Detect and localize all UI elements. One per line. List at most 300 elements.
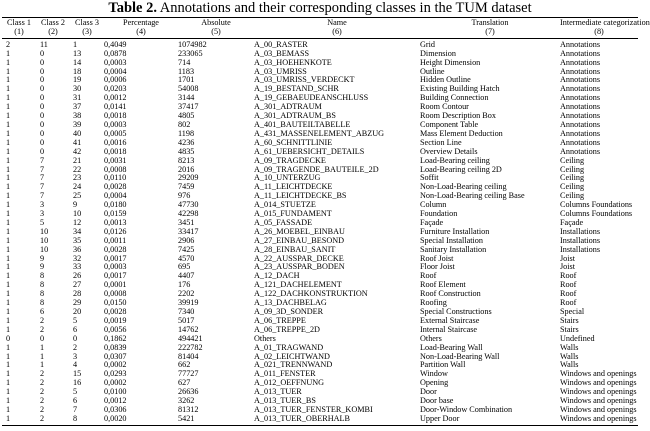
table-cell: Walls <box>560 360 579 370</box>
table-cell: A_19_BESTAND_SCHR <box>254 84 339 94</box>
table-cell: 1 <box>6 146 11 156</box>
table-cell: Load-Bearing ceiling 2D <box>420 164 502 174</box>
table-cell: 2 <box>36 415 70 425</box>
table-cell: Windows and openings <box>560 415 638 425</box>
table-cell: 494421 <box>178 333 203 343</box>
table-cell: 0,0203 <box>104 84 127 94</box>
table-cell: 1 <box>6 137 11 147</box>
table-cell: 0 <box>40 111 45 121</box>
table-cell: Non-Load-Bearing Wall <box>420 351 500 361</box>
header-numbers-row <box>2 28 638 38</box>
table-cell: Joist <box>560 253 576 263</box>
table-cell: 9 <box>40 253 45 263</box>
table-cell: A_301_ADTRAUM_BS <box>254 111 336 121</box>
table-cell: Roof <box>560 298 577 308</box>
table-cell: 10 <box>40 244 49 254</box>
table-cell: 0,0003 <box>104 57 127 67</box>
table-cell: 11 <box>40 39 48 49</box>
table-cell: 41 <box>73 137 82 147</box>
table-cell: 7 <box>40 173 45 183</box>
table-cell: 0,0020 <box>104 415 178 425</box>
column-header: Class 3 <box>70 18 104 28</box>
table-cell: 176 <box>178 280 191 290</box>
table-cell: 1 <box>6 369 11 379</box>
table-cell: A_60_SCHNITTLINIE <box>254 137 333 147</box>
table-row <box>2 308 638 317</box>
table-cell: 6 <box>40 307 45 316</box>
table-cell: A_401_BAUTEILTABELLE <box>254 119 351 129</box>
table-cell: 0 <box>40 137 45 147</box>
table-cell: 2016 <box>178 164 195 174</box>
table-cell: Roof Joist <box>420 253 454 263</box>
table-cell: Height Dimension <box>420 57 481 67</box>
table-cell: A_22_AUSSPAR_DECKE <box>254 253 344 263</box>
table-cell: 0 <box>40 57 45 67</box>
table-cell: 0,0003 <box>104 119 127 129</box>
table-cell: 0,0013 <box>104 217 127 227</box>
table-cell: 1 <box>40 342 45 352</box>
table-cell: 1 <box>6 217 11 227</box>
table-cell: 0 <box>40 93 45 103</box>
table-cell: 0 <box>40 66 45 76</box>
table-cell: 0 <box>40 128 45 138</box>
table-cell: A_121_DACHELEMENT <box>254 280 342 290</box>
table-cell: 37 <box>73 102 82 112</box>
table-cell: 4407 <box>178 271 195 281</box>
caption-text: Annotations and their corresponding classes in the TUM dataset <box>156 0 532 16</box>
table-cell: A_09_TRAGENDE_BAUTEILE_2D <box>254 164 379 174</box>
table-cell: Windows and openings <box>560 396 637 406</box>
table-cell: Ceiling <box>560 164 585 174</box>
table-cell: Columns Foundations <box>560 209 633 219</box>
header-names-row <box>2 18 638 28</box>
table-cell: 2 <box>40 315 45 325</box>
table-cell: 5 <box>73 315 78 325</box>
table-cell: 0,4049 <box>104 39 127 49</box>
table-cell: 36 <box>73 244 82 254</box>
table-cell: A_11_LEICHTDECKE_BS <box>254 191 347 201</box>
table-cell: 1 <box>6 404 11 414</box>
table-cell: A_27_EINBAU_BESOND <box>254 235 345 245</box>
table-cell: 7 <box>73 404 78 414</box>
table-row <box>2 326 638 335</box>
table-cell: 1 <box>6 191 11 201</box>
table-cell: Roof <box>560 271 577 281</box>
table-cell: 1 <box>6 155 11 165</box>
table-cell: A_06_TREPPE <box>254 315 306 325</box>
table-cell: 10 <box>40 235 49 245</box>
table-cell: 0,0180 <box>104 200 127 210</box>
table-cell: 1074982 <box>178 39 207 49</box>
table-cell: 29209 <box>178 173 199 183</box>
table-cell: 1 <box>6 387 11 397</box>
table-row <box>2 263 638 272</box>
table-cell: 47730 <box>178 200 199 210</box>
table-row <box>2 38 638 49</box>
table-cell: 0,0017 <box>104 253 127 263</box>
table-cell: Floor Joist <box>420 262 455 272</box>
table-cell: Annotations <box>560 93 601 103</box>
table-cell: A_19_GEBAEUDEANSCHLUSS <box>254 93 369 103</box>
table-cell: 15 <box>73 369 82 379</box>
table-cell: Door-Window Combination <box>420 404 513 414</box>
column-number: (5) <box>178 28 254 38</box>
table-cell: 0,0017 <box>104 271 127 281</box>
table-cell: 0,0878 <box>104 48 127 58</box>
table-cell: Annotations <box>560 102 601 112</box>
table-cell: A_012_OEFFNUNG <box>254 378 325 388</box>
table-cell: 1 <box>6 164 11 174</box>
table-header <box>2 18 650 39</box>
table-cell: 12 <box>73 217 82 227</box>
table-cell: Windows and openings <box>560 387 637 397</box>
table-cell: 1 <box>6 298 11 308</box>
column-header: Intermediate categorization <box>560 18 650 27</box>
table-cell: 1 <box>6 66 11 76</box>
table-cell: A_013_TUER <box>254 387 302 397</box>
table-cell: 1 <box>6 209 11 219</box>
table-cell: 0,0002 <box>104 378 127 388</box>
table-cell: 1 <box>6 315 11 325</box>
table-cell: Partition Wall <box>420 360 466 370</box>
table-row <box>2 415 638 425</box>
table-cell: 0 <box>40 146 45 156</box>
table-cell: A_02_LEICHTWAND <box>254 351 330 361</box>
table-cell: A_431_MASSENELEMENT_ABZUG <box>254 128 385 138</box>
table-cell: A_013_TUER_OBERHALB <box>254 415 420 425</box>
table-cell: Roof <box>560 280 577 290</box>
table-cell: 1 <box>6 57 11 67</box>
table-cell: 1 <box>6 226 11 236</box>
table-cell: 22 <box>73 164 82 174</box>
table-cell: A_03_UMRISS <box>254 66 307 76</box>
table-cell: 0 <box>40 333 45 343</box>
table-cell: 0,0006 <box>104 75 127 85</box>
table-cell: Door base <box>420 396 454 406</box>
table-cell: 0,0019 <box>104 315 127 325</box>
table-cell: 14762 <box>178 324 199 334</box>
table-cell: 0,0008 <box>104 164 127 174</box>
table-cell: 1 <box>6 173 11 183</box>
column-header: Translation <box>420 18 560 28</box>
table-cell: 3 <box>40 209 45 219</box>
table-cell: 19 <box>73 75 82 85</box>
table-cell: 3262 <box>178 396 195 406</box>
table-cell: Load-Bearing ceiling <box>420 155 490 165</box>
table-cell: 1 <box>6 262 11 272</box>
table-cell: A_03_BEMASS <box>254 48 310 58</box>
table-row <box>2 361 638 370</box>
table-cell: Overview Details <box>420 146 478 156</box>
table-cell: Soffit <box>420 173 439 183</box>
table-cell: 33417 <box>178 226 199 236</box>
table-cell: 0 <box>40 102 45 112</box>
table-cell: Façade <box>420 217 444 227</box>
table-cell: 1 <box>6 93 11 103</box>
table-cell: 38 <box>73 111 82 121</box>
table-cell: 0,0011 <box>104 235 127 245</box>
table-caption <box>0 0 640 17</box>
table-cell: Columns Foundations <box>560 200 633 210</box>
table-cell: 0,0012 <box>104 396 127 406</box>
table-cell: Non-Load-Bearing ceiling <box>420 182 507 192</box>
table-cell: 1 <box>40 351 45 361</box>
table-cell: 3 <box>73 351 78 361</box>
table-cell: 8 <box>40 298 45 308</box>
table-cell: 34 <box>73 226 82 236</box>
table-cell: 1 <box>6 360 11 370</box>
table-cell: 7 <box>40 155 45 165</box>
table-cell: 976 <box>178 191 191 201</box>
table-cell: A_10_UNTERZUG <box>254 173 321 183</box>
table-cell: 2 <box>40 324 45 334</box>
table-cell: 1 <box>6 235 11 245</box>
table-cell: 1 <box>6 271 11 281</box>
table-cell: 1 <box>6 289 11 299</box>
table-cell: 3144 <box>178 93 195 103</box>
table-cell: 0,0126 <box>104 226 127 236</box>
table-cell: Mass Element Deduction <box>420 128 503 138</box>
table-cell: 2 <box>40 378 45 388</box>
table-cell: Load-Bearing Wall <box>420 342 483 352</box>
table-cell: 8213 <box>178 155 195 165</box>
table-cell: 26636 <box>178 387 199 397</box>
table-cell: 1 <box>6 119 11 129</box>
table-cell: Special Constructions <box>420 307 492 316</box>
table-cell: 16 <box>73 378 82 388</box>
table-cell: 39 <box>73 119 82 129</box>
table-cell: 9 <box>73 200 78 210</box>
table-cell: 20 <box>73 307 82 316</box>
table-cell: 0,1862 <box>104 333 127 343</box>
table-cell: 1 <box>6 128 11 138</box>
column-number: (8) <box>560 28 638 38</box>
table-row <box>2 59 638 68</box>
table-cell: 35 <box>73 235 82 245</box>
table-cell: 0,0839 <box>104 342 127 352</box>
table-cell: A_013_TUER_BS <box>254 396 316 406</box>
table-cell: 1 <box>6 280 11 290</box>
table-cell: 2 <box>40 387 45 397</box>
table-cell: 0,0028 <box>104 307 127 316</box>
table-cell: 1198 <box>178 128 195 138</box>
table-cell: A_122_DACHKONSTRUKTION <box>254 289 368 299</box>
table-cell: Grid <box>420 39 436 49</box>
table-cell: 0,0100 <box>104 387 127 397</box>
table-cell: 24 <box>73 182 82 192</box>
table-cell: A_015_FUNDAMENT <box>254 209 332 219</box>
table-cell: Hidden Outline <box>420 75 471 85</box>
table-cell: 1 <box>2 415 36 425</box>
table-cell: 39919 <box>178 298 199 308</box>
table-cell: Special <box>560 307 585 316</box>
table-cell: 54008 <box>178 84 199 94</box>
table-cell: 28 <box>73 289 82 299</box>
table-cell: Annotations <box>560 111 601 121</box>
column-header: Absolute <box>178 18 254 28</box>
table-cell: 1 <box>6 244 11 254</box>
table-cell: 1 <box>73 39 78 49</box>
table-cell: 2202 <box>178 289 195 299</box>
table-cell: 0,0008 <box>104 289 127 299</box>
table-cell: 81312 <box>178 404 199 414</box>
table-cell: Annotations <box>560 84 601 94</box>
table-cell: Upper Door <box>420 415 560 425</box>
table-cell: 1 <box>6 48 11 58</box>
table-cell: 627 <box>178 378 191 388</box>
table-cell: Dimension <box>420 48 456 58</box>
table-cell: A_03_UMRISS_VERDECKT <box>254 75 355 85</box>
table-cell: 0,0005 <box>104 128 127 138</box>
table-cell: Annotations <box>560 75 601 85</box>
table-cell: A_12_DACH <box>254 271 300 281</box>
table-cell: Roof Element <box>420 280 466 290</box>
table-cell: 0 <box>40 48 45 58</box>
table-row <box>2 388 638 397</box>
table-cell: Roof Construction <box>420 289 481 299</box>
table-cell: 0,0002 <box>104 360 127 370</box>
column-number: (1) <box>2 28 36 38</box>
table-cell: 1 <box>6 75 11 85</box>
table-cell: 2 <box>40 369 45 379</box>
column-header: Percentage <box>104 18 178 28</box>
table-cell: Façade <box>560 217 584 227</box>
table-cell: Annotations <box>560 57 601 67</box>
table-cell: Room Description Box <box>420 111 496 121</box>
table-cell: A_05_FASSADE <box>254 217 313 227</box>
table-cell: 0,0307 <box>104 351 127 361</box>
table-cell: A_03_HOEHENKOTE <box>254 57 332 67</box>
table-cell: 695 <box>178 262 191 272</box>
table-cell: 5421 <box>178 415 254 425</box>
table-cell: 7 <box>40 164 45 174</box>
column-header: Class 2 <box>36 18 70 28</box>
table-cell: 4835 <box>178 146 195 156</box>
table-cell: Non-Load-Bearing ceiling Base <box>420 191 525 201</box>
table-cell: 42 <box>73 146 82 156</box>
table-cell: 7340 <box>178 307 195 316</box>
table-cell: 2 <box>73 342 78 352</box>
table-cell: Annotations <box>560 66 601 76</box>
table-cell: 1 <box>6 342 11 352</box>
table-cell: Undefined <box>560 333 595 343</box>
table-cell: Annotations <box>560 137 601 147</box>
table-cell: Stairs <box>560 324 579 334</box>
table-cell: A_23_AUSSPAR_BODEN <box>254 262 345 272</box>
table-cell: 0,0004 <box>104 66 127 76</box>
table-cell: 26 <box>73 271 82 281</box>
table-cell: 10 <box>73 209 82 219</box>
table-cell: 0,0003 <box>104 262 127 272</box>
table-cell: Annotations <box>560 146 601 156</box>
table-cell: 0,0159 <box>104 209 127 219</box>
column-header: Name <box>254 18 420 28</box>
table-cell: Internal Staircase <box>420 324 478 334</box>
table-cell: Column <box>420 200 447 210</box>
table-cell: 1 <box>6 84 11 94</box>
table-cell: Stairs <box>560 315 579 325</box>
table-cell: 0 <box>6 333 11 343</box>
table-cell: 0 <box>40 75 45 85</box>
table-cell: Annotations <box>560 39 601 49</box>
table-cell: 2 <box>40 404 45 414</box>
table-cell: 7459 <box>178 182 195 192</box>
table-cell: 1 <box>6 200 11 210</box>
table-cell: 4 <box>73 360 78 370</box>
table-cell: 2 <box>40 396 45 406</box>
table-cell: 32 <box>73 253 82 263</box>
table-cell: 8 <box>40 280 45 290</box>
table-cell: Special Installation <box>420 235 483 245</box>
table-cell: Others <box>254 333 276 343</box>
table-cell: 9 <box>40 262 45 272</box>
table-cell: Installations <box>560 235 601 245</box>
table-cell: 13 <box>73 48 82 58</box>
table-cell: 18 <box>73 66 82 76</box>
table-cell: 1 <box>6 307 11 316</box>
table-cell: 4805 <box>178 111 195 121</box>
table-cell: 662 <box>178 360 191 370</box>
table-cell: Walls <box>560 342 579 352</box>
table-cell: 0,0018 <box>104 146 127 156</box>
table-cell: Building Connection <box>420 93 489 103</box>
table-cell: 2906 <box>178 235 195 245</box>
table-cell: 25 <box>73 191 82 201</box>
table-cell: 1 <box>40 360 45 370</box>
table-cell: Component Table <box>420 119 479 129</box>
table-cell: 0 <box>73 333 78 343</box>
table-row <box>2 192 638 201</box>
table-cell: 0,0028 <box>104 244 127 254</box>
table-cell: 29 <box>73 298 82 308</box>
table-cell: 1701 <box>178 75 195 85</box>
table-cell: Windows and openings <box>560 404 637 414</box>
table-cell: 30 <box>73 84 82 94</box>
table-cell: 8 <box>40 289 45 299</box>
table-cell: A_301_ADTRAUM <box>254 102 322 112</box>
table-cell: Opening <box>420 378 449 388</box>
table-row <box>2 210 638 219</box>
table-cell: 714 <box>178 57 191 67</box>
table-cell: 1 <box>6 324 11 334</box>
table-cell: 0 <box>40 119 45 129</box>
table-cell: 1 <box>6 182 11 192</box>
table-cell: 1 <box>6 111 11 121</box>
table-cell: Ceiling <box>560 182 585 192</box>
table-cell: 7 <box>40 182 45 192</box>
table-cell: Roof <box>420 271 437 281</box>
table-cell: 7 <box>40 191 45 201</box>
table-cell: Installations <box>560 226 601 236</box>
table-cell: 222782 <box>178 342 203 352</box>
table-cell: A_61_UEBERSICHT_DETAILS <box>254 146 365 156</box>
table-cell: Roofing <box>420 298 447 308</box>
table-cell: 1 <box>6 378 11 388</box>
caption-label: Table 2. <box>108 0 157 16</box>
table-cell: 0,0110 <box>104 173 127 183</box>
table-cell: 0 <box>40 84 45 94</box>
table-cell: 1 <box>6 396 11 406</box>
table-cell: 0,0293 <box>104 369 127 379</box>
table-cell: 0,0016 <box>104 137 127 147</box>
column-header: Class 1 <box>2 18 36 28</box>
table-cell: 3451 <box>178 217 195 227</box>
table-cell: Annotations <box>560 119 601 129</box>
table-cell: 81404 <box>178 351 199 361</box>
table-cell: 0,0028 <box>104 182 127 192</box>
table-cell: A_09_TRAGDECKE <box>254 155 326 165</box>
table-cell: 31 <box>73 93 82 103</box>
